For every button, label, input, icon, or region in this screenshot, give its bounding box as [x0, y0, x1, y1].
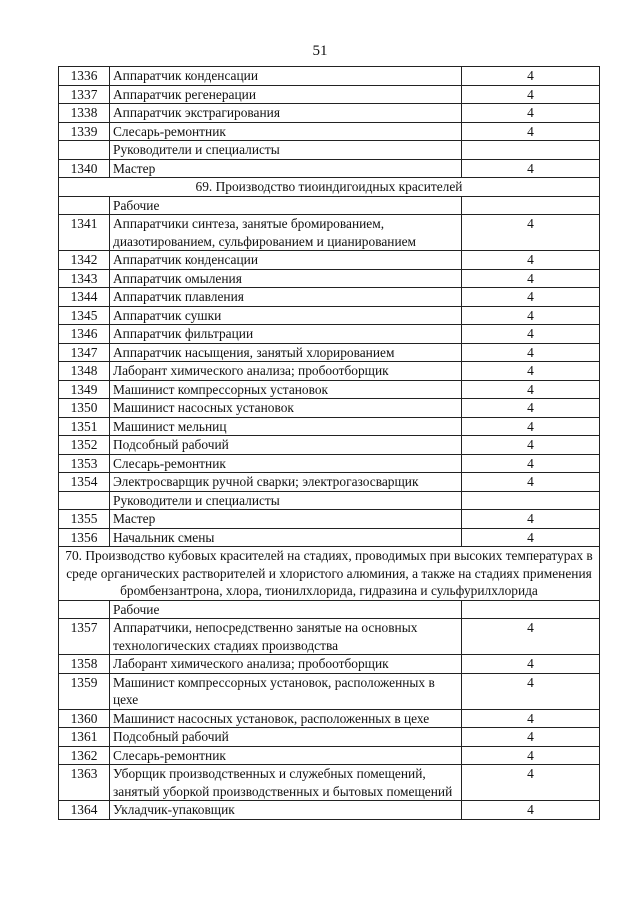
category-value: 4 — [462, 380, 600, 399]
row-number: 1344 — [59, 288, 110, 307]
category-value: 4 — [462, 251, 600, 270]
table-row — [59, 325, 600, 344]
row-number: 1363 — [59, 765, 110, 801]
profession-name: Машинист насосных установок — [110, 399, 462, 418]
row-number: 1358 — [59, 655, 110, 674]
category-value: 4 — [462, 436, 600, 455]
profession-name: Укладчик-упаковщик — [110, 801, 462, 820]
profession-name: Подсобный рабочий — [110, 728, 462, 747]
profession-name: Машинист компрессорных установок — [110, 380, 462, 399]
empty-cell — [59, 491, 110, 510]
category-value: 4 — [462, 306, 600, 325]
row-number: 1350 — [59, 399, 110, 418]
profession-name: Аппаратчик фильтрации — [110, 325, 462, 344]
profession-name: Аппаратчики, непосредственно занятые на основных технологических стадиях производства — [110, 619, 462, 655]
row-number: 1353 — [59, 454, 110, 473]
section-header-row — [59, 547, 600, 601]
group-label: Рабочие — [110, 600, 462, 619]
table-row — [59, 655, 600, 674]
profession-name: Лаборант химического анализа; пробоотборщик — [110, 655, 462, 674]
table-row — [59, 619, 600, 655]
profession-name: Подсобный рабочий — [110, 436, 462, 455]
empty-cell — [462, 196, 600, 215]
group-header-row — [59, 196, 600, 215]
profession-name: Машинист компрессорных установок, расположенных в цехе — [110, 673, 462, 709]
row-number: 1341 — [59, 215, 110, 251]
table-row — [59, 746, 600, 765]
profession-name: Мастер — [110, 159, 462, 178]
row-number: 1355 — [59, 510, 110, 529]
table-row — [59, 251, 600, 270]
profession-name: Аппаратчик плавления — [110, 288, 462, 307]
row-number: 1337 — [59, 85, 110, 104]
profession-name: Машинист насосных установок, расположенных в цехе — [110, 709, 462, 728]
row-number: 1339 — [59, 122, 110, 141]
empty-cell — [59, 196, 110, 215]
table-body — [59, 67, 600, 820]
category-value: 4 — [462, 67, 600, 86]
row-number: 1357 — [59, 619, 110, 655]
row-number: 1336 — [59, 67, 110, 86]
profession-name: Аппаратчик экстрагирования — [110, 104, 462, 123]
row-number: 1351 — [59, 417, 110, 436]
category-value: 4 — [462, 122, 600, 141]
table-row — [59, 362, 600, 381]
category-value: 4 — [462, 325, 600, 344]
profession-name: Аппаратчик конденсации — [110, 251, 462, 270]
profession-name: Мастер — [110, 510, 462, 529]
table-row — [59, 122, 600, 141]
profession-name: Аппаратчик конденсации — [110, 67, 462, 86]
row-number: 1362 — [59, 746, 110, 765]
category-value: 4 — [462, 269, 600, 288]
table-row — [59, 399, 600, 418]
group-header-row — [59, 141, 600, 160]
table-row — [59, 454, 600, 473]
table-row — [59, 343, 600, 362]
profession-name: Электросварщик ручной сварки; электрогазосварщик — [110, 473, 462, 492]
empty-cell — [462, 141, 600, 160]
group-label: Руководители и специалисты — [110, 491, 462, 510]
profession-table — [58, 66, 600, 820]
row-number: 1338 — [59, 104, 110, 123]
table-row — [59, 288, 600, 307]
group-header-row — [59, 600, 600, 619]
category-value: 4 — [462, 215, 600, 251]
empty-cell — [462, 491, 600, 510]
category-value: 4 — [462, 619, 600, 655]
profession-name: Аппаратчик насыщения, занятый хлорированием — [110, 343, 462, 362]
profession-name: Слесарь-ремонтник — [110, 746, 462, 765]
category-value: 4 — [462, 728, 600, 747]
table-row — [59, 67, 600, 86]
row-number: 1360 — [59, 709, 110, 728]
row-number: 1345 — [59, 306, 110, 325]
profession-name: Слесарь-ремонтник — [110, 122, 462, 141]
category-value: 4 — [462, 673, 600, 709]
profession-name: Аппаратчик омыления — [110, 269, 462, 288]
row-number: 1340 — [59, 159, 110, 178]
category-value: 4 — [462, 746, 600, 765]
section-title: 70. Производство кубовых красителей на стадиях, проводимых при высоких температурах в среде органических растворителей и хлористого алюминия, а также на стадиях применения бромбензантрона, хлора, тионилхлорида, гидразина и сульфурилхлорида — [59, 547, 600, 601]
table-row — [59, 104, 600, 123]
row-number: 1347 — [59, 343, 110, 362]
profession-name: Аппаратчики синтеза, занятые бромированием, диазотированием, сульфированием и цианированием — [110, 215, 462, 251]
empty-cell — [462, 600, 600, 619]
table-row — [59, 159, 600, 178]
empty-cell — [59, 141, 110, 160]
group-label: Руководители и специалисты — [110, 141, 462, 160]
row-number: 1349 — [59, 380, 110, 399]
category-value: 4 — [462, 528, 600, 547]
row-number: 1342 — [59, 251, 110, 270]
category-value: 4 — [462, 655, 600, 674]
profession-name: Начальник смены — [110, 528, 462, 547]
row-number: 1356 — [59, 528, 110, 547]
row-number: 1364 — [59, 801, 110, 820]
category-value: 4 — [462, 473, 600, 492]
category-value: 4 — [462, 85, 600, 104]
page-number: 51 — [312, 43, 328, 59]
profession-name: Аппаратчик сушки — [110, 306, 462, 325]
table-row — [59, 801, 600, 820]
category-value: 4 — [462, 709, 600, 728]
table-row — [59, 673, 600, 709]
table-row — [59, 215, 600, 251]
row-number: 1348 — [59, 362, 110, 381]
row-number: 1343 — [59, 269, 110, 288]
row-number: 1346 — [59, 325, 110, 344]
category-value: 4 — [462, 510, 600, 529]
table-row — [59, 269, 600, 288]
profession-name: Машинист мельниц — [110, 417, 462, 436]
table-row — [59, 765, 600, 801]
category-value: 4 — [462, 288, 600, 307]
group-header-row — [59, 491, 600, 510]
category-value: 4 — [462, 104, 600, 123]
table-row — [59, 709, 600, 728]
empty-cell — [59, 600, 110, 619]
section-title: 69. Производство тиоиндигоидных красителей — [59, 178, 600, 197]
row-number: 1354 — [59, 473, 110, 492]
table-row — [59, 728, 600, 747]
table-row — [59, 306, 600, 325]
category-value: 4 — [462, 417, 600, 436]
category-value: 4 — [462, 343, 600, 362]
row-number: 1352 — [59, 436, 110, 455]
category-value: 4 — [462, 159, 600, 178]
table-row — [59, 380, 600, 399]
table-row — [59, 528, 600, 547]
category-value: 4 — [462, 399, 600, 418]
section-header-row — [59, 178, 600, 197]
table-row — [59, 436, 600, 455]
profession-name: Лаборант химического анализа; пробоотборщик — [110, 362, 462, 381]
table-row — [59, 510, 600, 529]
row-number: 1359 — [59, 673, 110, 709]
category-value: 4 — [462, 362, 600, 381]
profession-name: Уборщик производственных и служебных помещений, занятый уборкой производственных и бытовых помещений — [110, 765, 462, 801]
category-value: 4 — [462, 454, 600, 473]
table-row — [59, 473, 600, 492]
category-value: 4 — [462, 801, 600, 820]
table-row — [59, 85, 600, 104]
profession-name: Аппаратчик регенерации — [110, 85, 462, 104]
table-row — [59, 417, 600, 436]
group-label: Рабочие — [110, 196, 462, 215]
row-number: 1361 — [59, 728, 110, 747]
category-value: 4 — [462, 765, 600, 801]
profession-name: Слесарь-ремонтник — [110, 454, 462, 473]
